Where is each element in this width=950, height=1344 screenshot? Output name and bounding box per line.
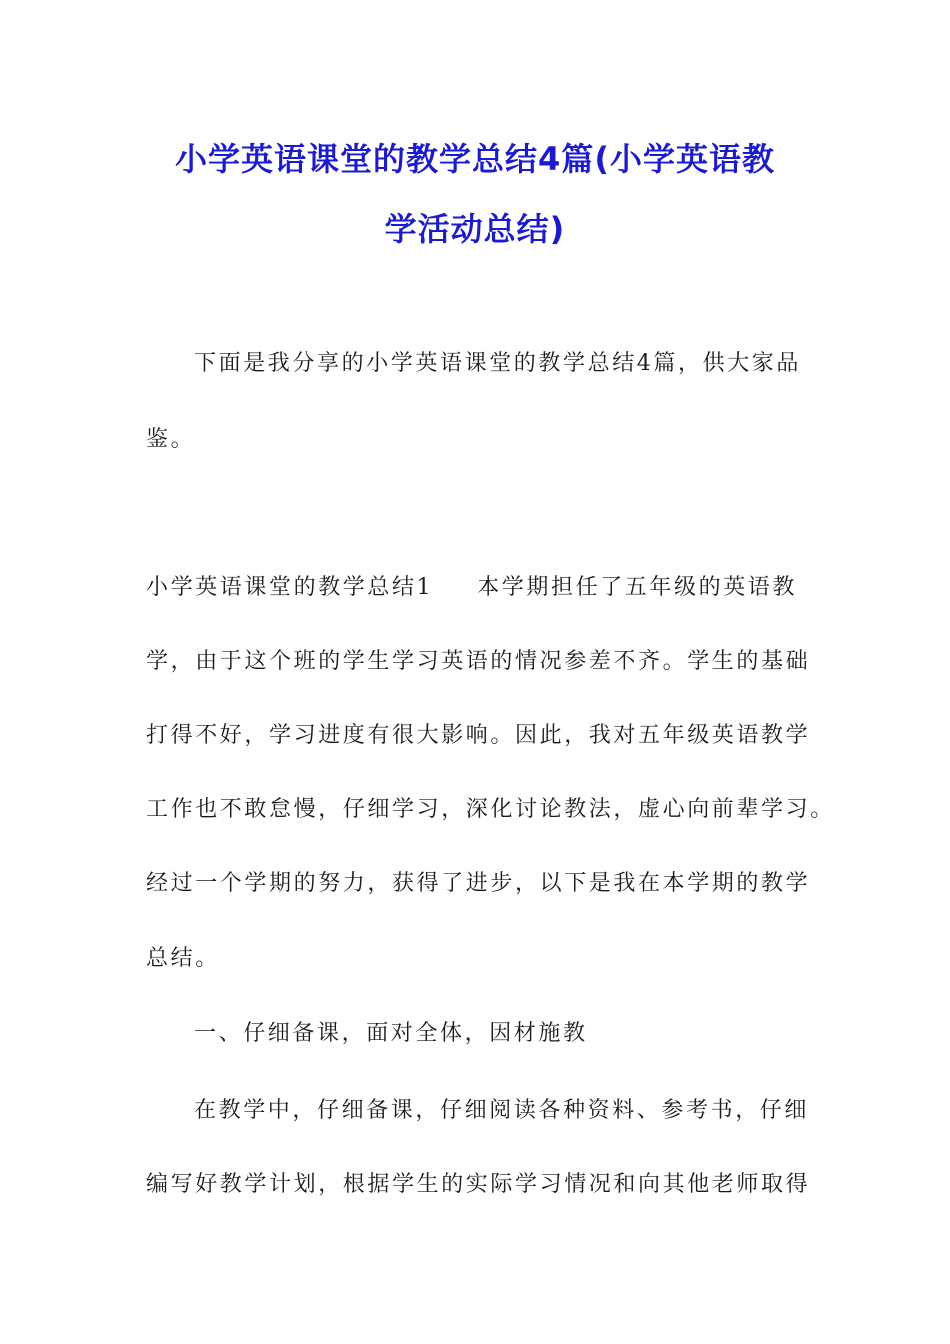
paragraph-1-line-4: 工作也不敢怠慢，仔细学习，深化讨论教法，虚心向前辈学习。 — [146, 797, 835, 822]
paragraph-1-line-2: 学，由于这个班的学生学习英语的情况参差不齐。学生的基础 — [146, 649, 811, 674]
subheading-1: 一、仔细备课，面对全体，因材施教 — [194, 1021, 588, 1046]
intro-line-1: 下面是我分享的小学英语课堂的教学总结4篇，供大家品 — [194, 351, 801, 376]
paragraph-2-line-1: 在教学中，仔细备课，仔细阅读各种资料、参考书，仔细 — [194, 1098, 810, 1123]
paragraph-1-line-1 — [146, 570, 797, 601]
paragraph-2-line-2: 编写好教学计划，根据学生的实际学习情况和向其他老师取得 — [146, 1172, 811, 1197]
section-heading: 小学英语课堂的教学总结1 — [146, 575, 434, 600]
paragraph-1-line-6: 总结。 — [146, 946, 220, 971]
paragraph-1-line-3: 打得不好，学习进度有很大影响。因此，我对五年级英语教学 — [146, 723, 811, 748]
intro-line-2: 鉴。 — [146, 427, 196, 452]
document-title-line-1: 小学英语课堂的教学总结4篇(小学英语教 — [175, 140, 775, 178]
paragraph-1-line-1-text: 本学期担任了五年级的英语教 — [477, 575, 798, 600]
document-title-line-2: 学活动总结) — [384, 210, 566, 248]
paragraph-1-line-5: 经过一个学期的努力，获得了进步，以下是我在本学期的教学 — [146, 871, 811, 896]
